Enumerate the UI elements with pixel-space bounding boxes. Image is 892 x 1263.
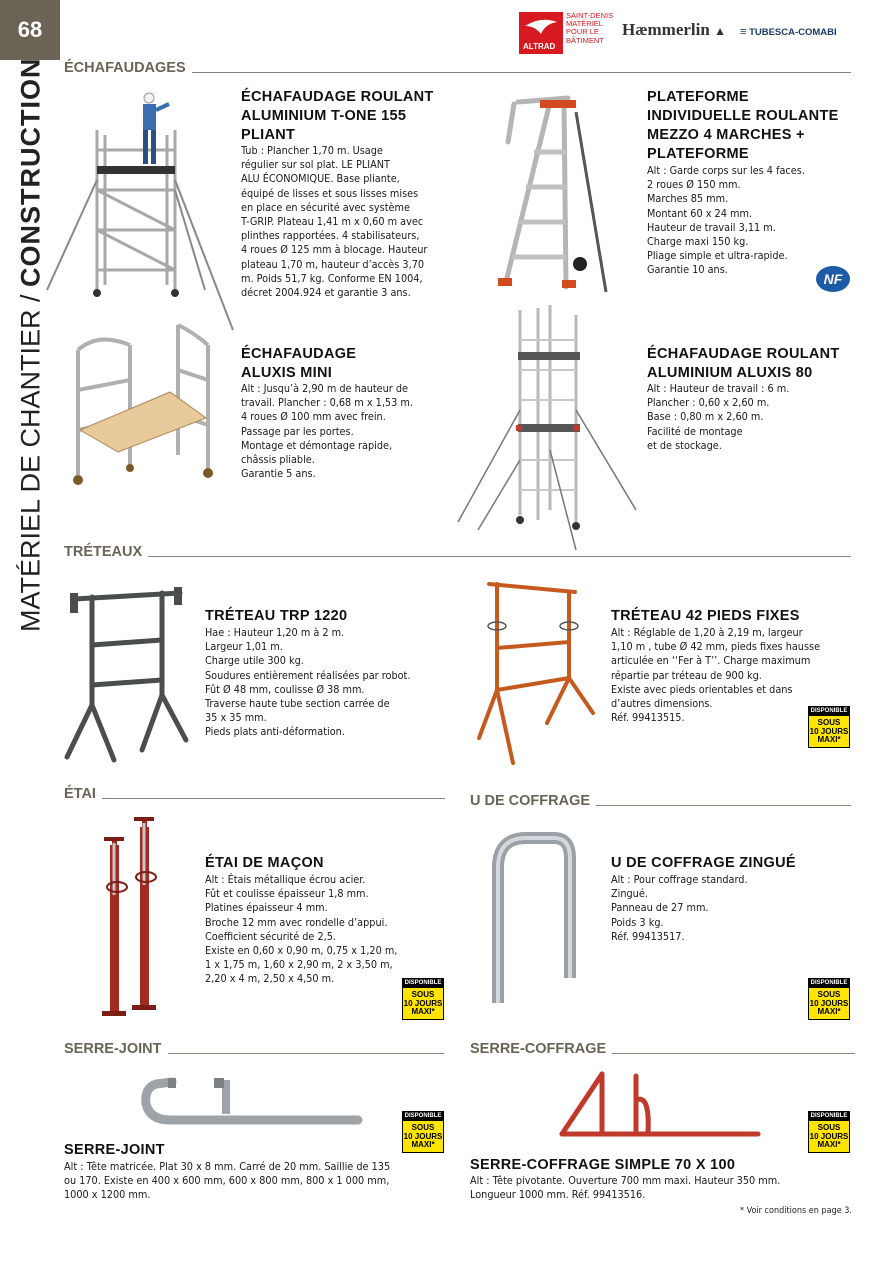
badge-line: 10 JOURS [809, 1131, 849, 1141]
etai-macon-image [100, 815, 170, 1020]
product-description: Tub : Plancher 1,70 m. Usage régulier sur sol plat. LE PLIANT ALU ÉCONOMIQUE. Base pliante, équipé de lisses et sous lisses mises en place en sécurité avec système T-GRIP. Plateau 1,41 m x 0,60 m avec plinthes rapportées. 4 stabilisateurs, 4 roues Ø 125 mm à blocage. Hauteur plateau 1,70 m, hauteur d’accès 3,70 m. Poids 51,7 kg. Conforme EN 1004, décret 2004.924 et garantie 3 ans. [241, 144, 428, 300]
product-title: ÉCHAFAUDAGE ALUXIS MINI [241, 346, 357, 381]
badge-line: MAXI* [817, 1007, 841, 1016]
section-title: ÉTAI [64, 786, 96, 802]
haemmerlin-text: Hæmmerlin [622, 20, 710, 39]
badge-line: SOUS [817, 990, 841, 999]
product-description: Alt : Jusqu’à 2,90 m de hauteur de travail. Plancher : 0,68 m x 1,53 m. 4 roues Ø 100 mm avec frein. Passage par les portes. Montage et démontage rapide, châssis pliable. Garantie 5 ans. [241, 382, 413, 481]
product-title: SERRE-JOINT [64, 1142, 165, 1158]
section-title: TRÉTEAUX [64, 544, 143, 560]
product-description: Alt : Tête pivotante. Ouverture 700 mm maxi. Hauteur 350 mm. Longueur 1000 mm. Réf. 99413516. [470, 1174, 781, 1202]
product-title: ÉTAI DE MAÇON [205, 855, 324, 871]
worker-figure-icon [143, 93, 169, 164]
badge-line: MAXI* [817, 735, 841, 744]
disponible-badge [402, 978, 444, 1020]
section-title: U DE COFFRAGE [470, 793, 591, 809]
section-title: ÉCHAFAUDAGES [64, 60, 186, 76]
section-treteaux [64, 544, 851, 560]
sidebar-light: MATÉRIEL DE CHANTIER [15, 309, 46, 632]
disponible-badge [808, 978, 850, 1020]
badge-line: SOUS [411, 1123, 435, 1132]
disponible-badge [402, 1111, 444, 1153]
altrad-text: ALTRAD [523, 42, 556, 51]
tubesca-mark-icon: ≡ [740, 26, 747, 38]
section-u-coffrage [470, 793, 851, 809]
product-title: ÉCHAFAUDAGE ROULANT ALUMINIUM ALUXIS 80 [647, 346, 840, 381]
badge-line: SOUS [817, 718, 841, 727]
product-description: Alt : Hauteur de travail : 6 m. Plancher : 0,60 x 2,60 m. Base : 0,80 m x 2,60 m. Facilité de montage et de stockage. [647, 382, 790, 452]
badge-line: SOUS [411, 990, 435, 999]
scaffold-aluxis-mini-image [68, 320, 218, 490]
sidebar-title [14, 57, 48, 632]
product-title: PLATEFORME INDIVIDUELLE ROULANTE MEZZO 4 MARCHES + PLATEFORME [647, 89, 839, 162]
product-title: SERRE-COFFRAGE SIMPLE 70 X 100 [470, 1157, 736, 1173]
altrad-line: SAINT-DENIS [566, 11, 614, 20]
u-coffrage-image [488, 828, 580, 1008]
haemmerlin-mark-icon: ▲ [714, 24, 726, 38]
product-description: Alt : Réglable de 1,20 à 2,19 m, largeur 1,10 m , tube Ø 42 mm, pieds fixes hausse articulée en ‘‘Fer à T’’. Charge maximum répartie par tréteau de 900 kg. Existe avec pieds orientables et dans d’autres dimensions. Réf. 99413515. [611, 626, 821, 725]
altrad-line: MATÉRIEL [566, 19, 603, 29]
section-title: SERRE-JOINT [64, 1041, 162, 1057]
product-description: Hae : Hauteur 1,20 m à 2 m. Largeur 1,01 m. Charge utile 300 kg. Soudures entièrement réalisées par robot. Fût Ø 48 mm, coulisse Ø 38 mm. Traverse haute tube section carrée de 35 x 35 mm. Pieds plats anti-déformation. [205, 626, 411, 739]
disponible-badge [808, 706, 850, 748]
product-title: U DE COFFRAGE ZINGUÉ [611, 855, 796, 871]
product-description: Alt : Pour coffrage standard. Zingué. Panneau de 27 mm. Poids 3 kg. Réf. 99413517. [611, 873, 748, 943]
badge-line: 10 JOURS [403, 1131, 443, 1141]
badge-line: MAXI* [411, 1140, 435, 1149]
scaffold-aluxis-80-image [458, 300, 638, 550]
badge-top: DISPONIBLE [810, 1113, 848, 1119]
product-description: Alt : Étais métallique écrou acier. Fût et coulisse épaisseur 1,8 mm. Platines épaisseur 4 mm. Broche 12 mm avec rondelle d’appui. Coefficient sécurité de 2,5. Existe en 0,60 x 0,90 m, 0,75 x 1,20 m, 1 x 1,75 m, 1,60 x 2,90 m, 2 x 3,50 m, 2,20 x 4 m, 2,50 x 4,50 m. [205, 873, 398, 986]
disponible-badge [808, 1111, 850, 1153]
badge-top: DISPONIBLE [404, 980, 442, 986]
product-description: Alt : Garde corps sur les 4 faces. 2 roues Ø 150 mm. Marches 85 mm. Montant 60 x 24 mm. Hauteur de travail 3,11 m. Charge maxi 150 kg. Pliage simple et ultra-rapide. Garantie 10 ans. [647, 164, 805, 277]
badge-line: 10 JOURS [809, 998, 849, 1008]
sidebar-separator: / [15, 294, 46, 302]
section-title: SERRE-COFFRAGE [470, 1041, 607, 1057]
section-serre-joint [64, 1041, 444, 1057]
badge-line: 10 JOURS [809, 726, 849, 736]
scaffold-tone-image [45, 90, 240, 335]
altrad-subtext [566, 12, 613, 45]
treteau-42-image [475, 578, 595, 770]
treteau-trp-image [62, 585, 192, 770]
badge-line: MAXI* [411, 1007, 435, 1016]
altrad-line: POUR LE [566, 27, 599, 37]
footnote: * Voir conditions en page 3. [740, 1206, 852, 1216]
badge-top: DISPONIBLE [810, 980, 848, 986]
serre-joint-image [140, 1076, 362, 1126]
product-description: Alt : Tête matricée. Plat 30 x 8 mm. Carré de 20 mm. Saillie de 135 ou 170. Existe en 400 x 600 mm, 600 x 800 mm, 800 x 1 000 mm, 1000 x 1200 mm. [64, 1160, 391, 1202]
altrad-line: BÂTIMENT [566, 35, 604, 45]
badge-line: 10 JOURS [403, 998, 443, 1008]
product-title: TRÉTEAU TRP 1220 [205, 608, 348, 624]
tubesca-logo [740, 26, 837, 38]
product-title: ÉCHAFAUDAGE ROULANT ALUMINIUM T-ONE 155 PLIANT [241, 89, 434, 143]
sidebar-bold: CONSTRUCTION [15, 57, 46, 287]
badge-top: DISPONIBLE [810, 708, 848, 714]
altrad-logo [519, 12, 563, 54]
section-serre-coffrage [470, 1041, 855, 1057]
badge-line: SOUS [817, 1123, 841, 1132]
platform-ladder-image [478, 92, 613, 297]
badge-line: MAXI* [817, 1140, 841, 1149]
section-etai [64, 786, 445, 802]
nf-certification-icon: NF [816, 266, 850, 292]
page-number: 68 [0, 0, 60, 60]
section-echafaudages [64, 60, 851, 76]
product-title: TRÉTEAU 42 PIEDS FIXES [611, 608, 800, 624]
haemmerlin-logo [622, 20, 726, 40]
serre-coffrage-image [558, 1070, 762, 1140]
tubesca-text: TUBESCA-COMABI [749, 27, 837, 38]
badge-top: DISPONIBLE [404, 1113, 442, 1119]
